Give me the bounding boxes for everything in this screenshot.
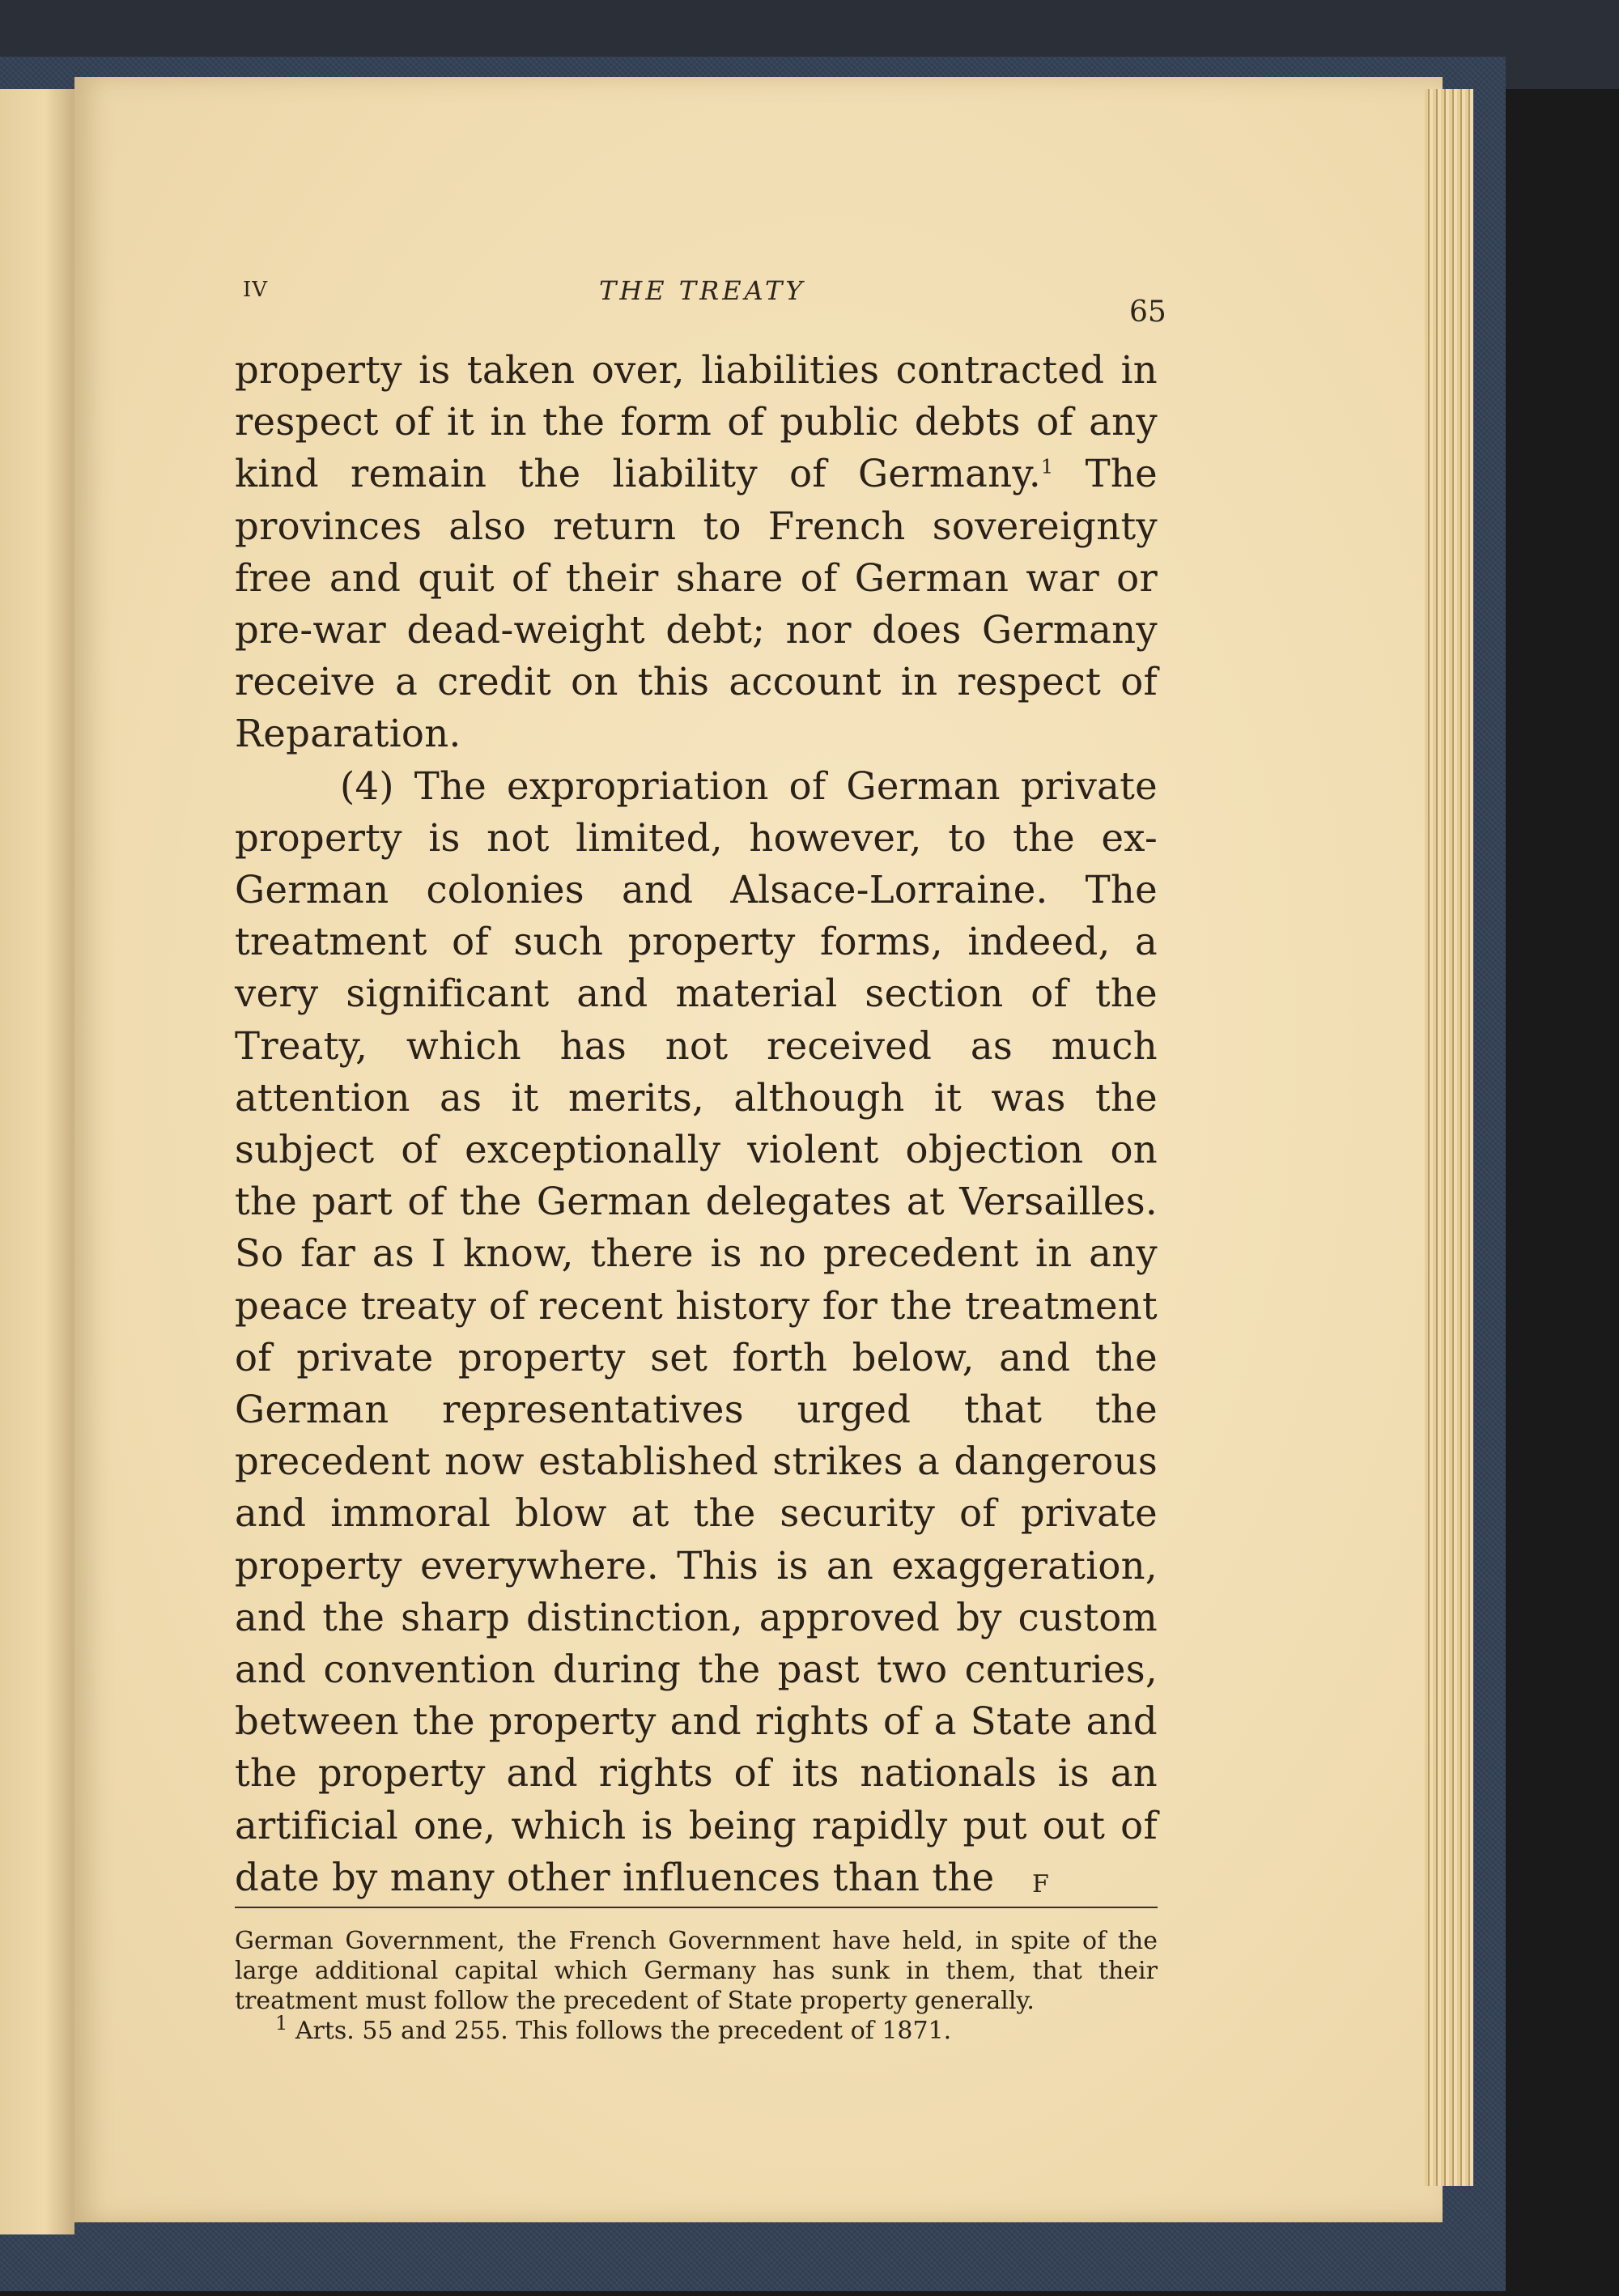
footnote-rule [235, 1907, 1158, 1908]
signature-mark: F [1032, 1870, 1049, 1898]
page-edges [1425, 89, 1473, 2186]
running-header [158, 271, 1166, 336]
footnote-marker: 1 [275, 2012, 288, 2035]
body-text-2: The provinces also return to French sovereignty free and quit of their share of German war or pre-war dead-weight debt; nor does Germany receive a credit on this account in respect of Reparation. [235, 452, 1158, 756]
page-number: 65 [1129, 296, 1166, 329]
footnotes [235, 1926, 1158, 2046]
footnote-text: Arts. 55 and 255. This follows the precedent of 1871. [295, 2017, 952, 2046]
footnote-1 [235, 2012, 1158, 2046]
footnote-continuation: German Government, the French Government have held, in spite of the large additional capital which Germany has sunk in them, that their treatment must follow the precedent of State property generally. [235, 1927, 1158, 2016]
page-content [158, 271, 1166, 2046]
footnote-reference: 1 [1040, 455, 1054, 478]
chapter-number: IV [243, 278, 269, 302]
body-text-1: property is taken over, liabilities contracted in respect of it in the form of public debts of any kind remain the liability of Germany. [235, 348, 1158, 496]
running-title: THE TREATY [599, 275, 806, 306]
body-paragraph: (4) The expropriation of German private property is not limited, however, to the ex-German colonies and Alsace-Lorraine. The treatment of such property forms, indeed, a very significant and material section of the Treaty, which has not received as much attention as it merits, although it was the subject of exceptionally violent objection on the part of the German delegates at Versailles. So far as I know, there is no precedent in any peace treaty of recent history for the treatment of private property set forth below, and the German representatives urged that the precedent now established strikes a dangerous and immoral blow at the security of private property everywhere. This is an exaggeration, and the sharp distinction, approved by custom and convention during the past two centuries, between the property and rights of a State and the property and rights of its nationals is an artificial one, which is being rapidly put out of date by many other influences than the [235, 763, 1158, 1899]
body-paragraph-continued [235, 344, 1158, 760]
facing-page-edge [0, 89, 74, 2234]
